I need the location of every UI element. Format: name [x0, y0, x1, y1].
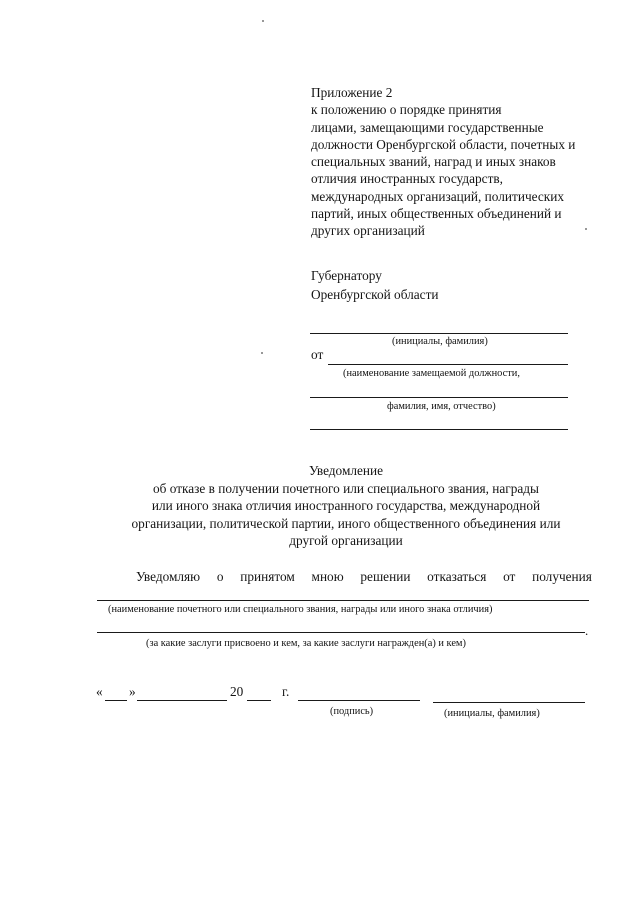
appendix-line: специальных званий, наград и иных знаков [311, 154, 556, 170]
body-word: получения [532, 569, 592, 584]
position-caption: (наименование замещаемой должности, [343, 368, 520, 379]
appendix-line: других организаций [311, 223, 425, 239]
from-label: от [311, 347, 324, 362]
award-name-caption: (наименование почетного или специального звания, награды или иного знака отличия) [108, 604, 493, 615]
notice-heading: Уведомление [308, 463, 384, 478]
appendix-line: международных организаций, политических [311, 188, 564, 204]
notice-body [96, 569, 592, 585]
appendix-header [311, 84, 575, 240]
date-year-suffix: г. [282, 684, 290, 699]
notice-subtitle-line: организации, политической партии, иного общественного объединения или [131, 515, 561, 531]
signer-name-caption: (инициалы, фамилия) [444, 708, 540, 719]
appendix-line: Приложение 2 [311, 85, 393, 100]
body-word: принятом [240, 569, 295, 584]
body-word: мною [311, 569, 344, 584]
signer-name-line[interactable] [433, 702, 585, 703]
addressee-block [311, 266, 439, 304]
date-year-prefix: 20 [230, 684, 244, 699]
addressee-title: Губернатору [311, 268, 382, 283]
appendix-line: партий, иных общественных объединений и [311, 206, 562, 222]
scan-speck [585, 228, 587, 230]
scan-speck [262, 20, 264, 22]
fio-caption: фамилия, имя, отчество) [387, 401, 496, 412]
body-word: решении [360, 569, 411, 584]
notice-title [90, 462, 602, 550]
fio-line[interactable] [310, 429, 568, 430]
notice-subtitle-line: или иного знака отличия иностранного государства, международной [151, 498, 541, 513]
date-month-line[interactable] [137, 700, 227, 701]
award-name-line[interactable] [97, 600, 589, 601]
body-word: отказаться [427, 569, 487, 584]
appendix-line: должности Оренбургской области, почетных и [311, 136, 576, 152]
scan-speck [261, 352, 263, 354]
merit-line-period: . [585, 623, 589, 638]
date-year-line[interactable] [247, 700, 271, 701]
initials-caption: (инициалы, фамилия) [392, 336, 488, 347]
appendix-line: лицами, замещающими государственные [311, 119, 544, 135]
initials-line[interactable] [310, 333, 568, 334]
signature-caption: (подпись) [330, 706, 374, 717]
body-word: Уведомляю [136, 569, 201, 584]
addressee-region: Оренбургской области [311, 287, 439, 302]
date-quote-close: » [129, 684, 136, 699]
signature-line[interactable] [298, 700, 420, 701]
notice-subtitle-line: об отказе в получении почетного или специального звания, награды [153, 480, 539, 496]
notice-subtitle-line: другой организации [289, 533, 403, 548]
position-line-2[interactable] [310, 397, 568, 398]
position-line[interactable] [328, 364, 568, 365]
date-day-line[interactable] [105, 700, 127, 701]
appendix-line: к положению о порядке принятия [311, 102, 502, 118]
appendix-line: отличия иностранных государств, [311, 171, 503, 187]
merit-line[interactable] [97, 632, 585, 633]
date-quote-open: « [96, 684, 103, 699]
body-word: от [503, 569, 516, 584]
merit-caption: (за какие заслуги присвоено и кем, за какие заслуги награжден(а) и кем) [146, 638, 466, 649]
body-word: о [216, 569, 224, 584]
